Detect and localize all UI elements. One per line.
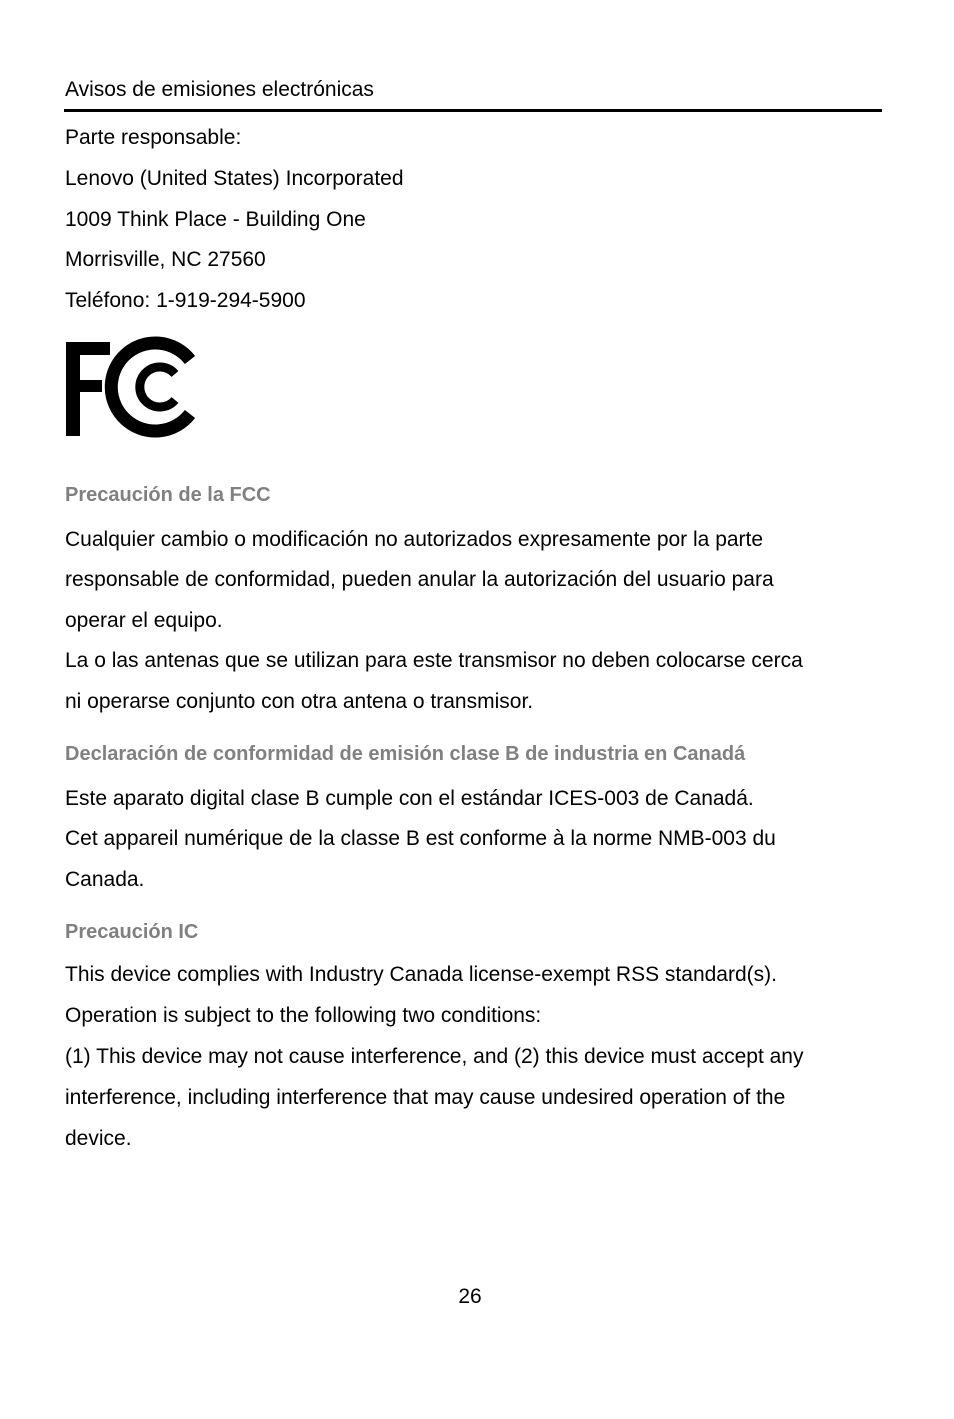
city-address: Morrisville, NC 27560 (65, 248, 266, 271)
paragraph-line: Canada. (65, 868, 145, 891)
paragraph-line: This device complies with Industry Canada license-exempt RSS standard(s). (65, 963, 777, 986)
canada-declaration-heading: Declaración de conformidad de emisión clase B de industria en Canadá (65, 743, 746, 765)
responsible-party-label: Parte responsable: (65, 126, 242, 149)
paragraph-line: (1) This device may not cause interference, and (2) this device must accept any (65, 1045, 804, 1068)
paragraph-line: La o las antenas que se utilizan para este transmisor no deben colocarse cerca (65, 649, 803, 672)
page-number: 26 (458, 1285, 482, 1308)
paragraph-line: interference, including interference that may cause undesired operation of the (65, 1086, 786, 1109)
paragraph-line: Operation is subject to the following two conditions: (65, 1004, 542, 1027)
company-name: Lenovo (United States) Incorporated (65, 167, 404, 190)
running-header: Avisos de emisiones electrónicas (65, 78, 374, 101)
street-address: 1009 Think Place - Building One (65, 208, 366, 231)
fcc-caution-heading: Precaución de la FCC (65, 484, 271, 506)
header-rule (64, 109, 882, 112)
paragraph-line: operar el equipo. (65, 609, 223, 632)
ic-caution-heading: Precaución IC (65, 921, 199, 943)
paragraph-line: Cualquier cambio o modificación no autorizados expresamente por la parte (65, 528, 764, 551)
paragraph-line: Cet appareil numérique de la classe B est conforme à la norme NMB-003 du (65, 827, 776, 850)
paragraph-line: ni operarse conjunto con otra antena o transmisor. (65, 690, 534, 713)
phone-number: Teléfono: 1-919-294-5900 (65, 289, 306, 312)
paragraph-line: Este aparato digital clase B cumple con el estándar ICES-003 de Canadá. (65, 787, 754, 810)
fcc-logo-icon (64, 336, 198, 440)
paragraph-line: responsable de conformidad, pueden anular la autorización del usuario para (65, 568, 774, 591)
paragraph-line: device. (65, 1127, 132, 1150)
